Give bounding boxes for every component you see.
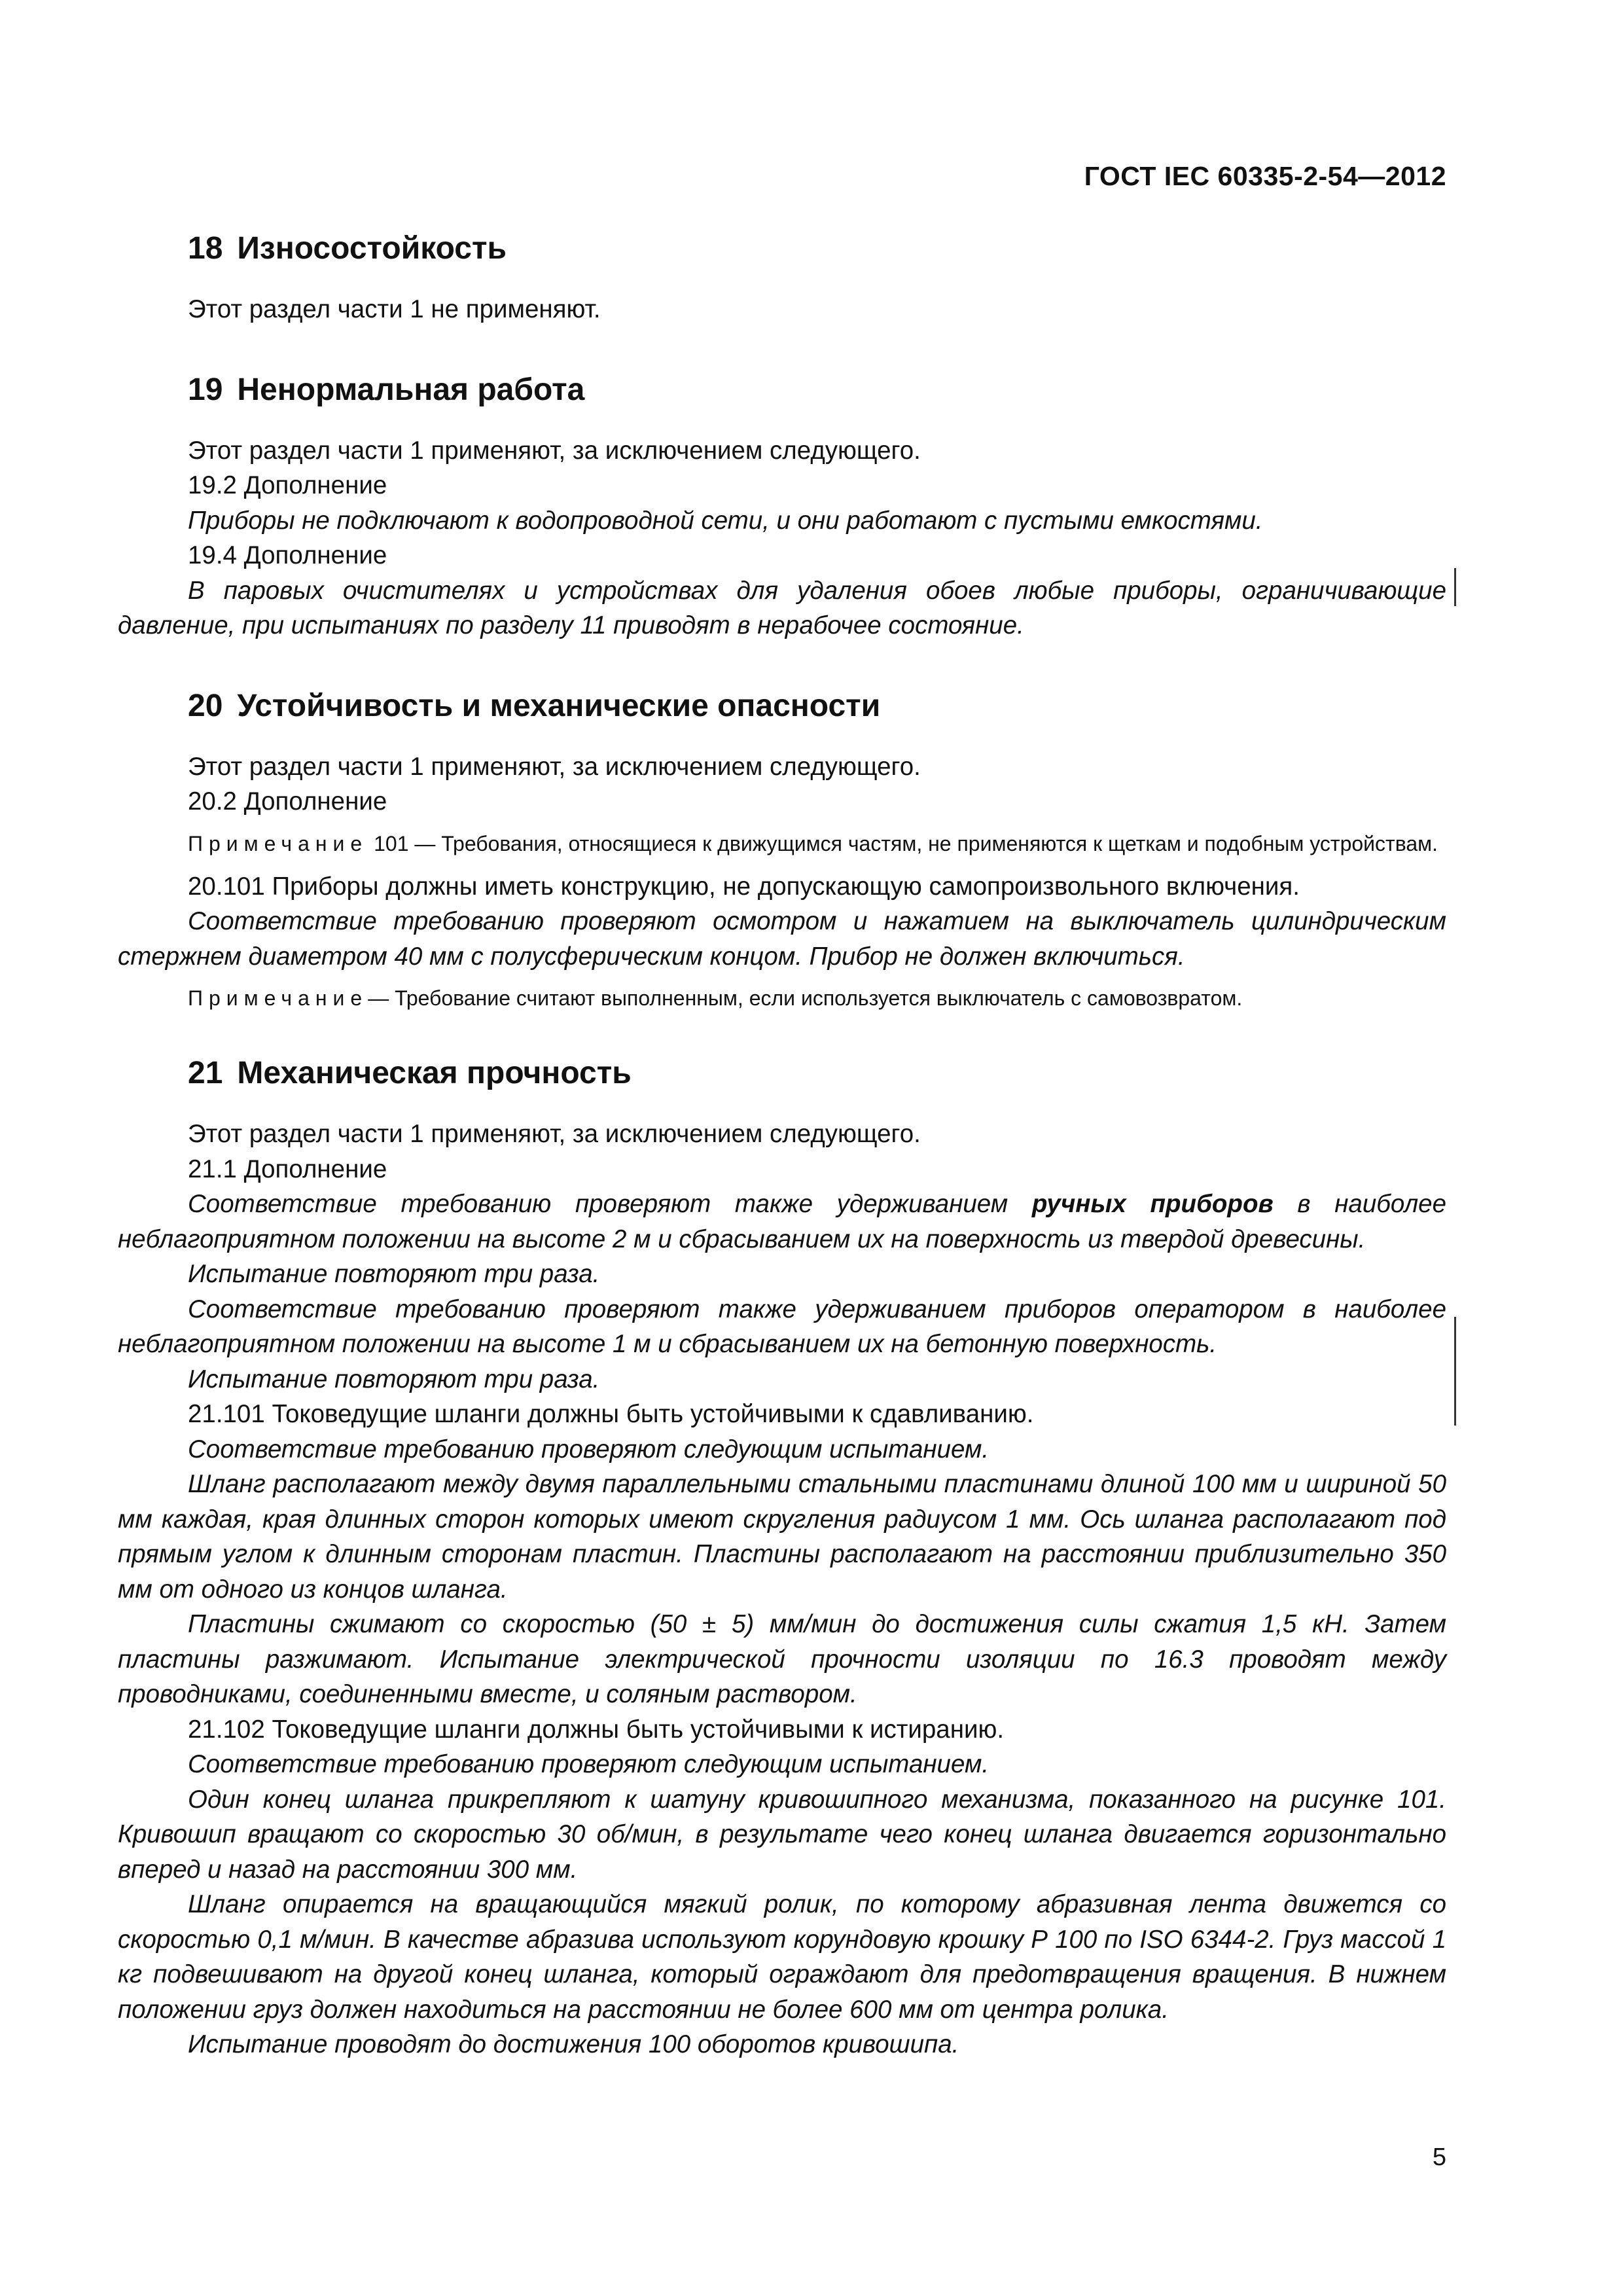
section-title: Устойчивость и механические опасности xyxy=(237,688,881,723)
paragraph: Шланг располагают между двумя параллельными стальными пластинами длиной 100 мм и шириной 50 мм каждая, края длинных сторон которых имеют скругления радиусом 1 мм. Ось шланга располагают под прямым углом к длинным сторонам пластин. Пластины располагают на расстоянии приблизительно 350 мм от одного из концов шланга. xyxy=(118,1470,1446,1604)
paragraph: Соответствие требованию проверяют также удерживанием приборов оператором в наиболее неблагоприятном положении на высоте 1 м и сбрасыванием их на бетонную поверхность. xyxy=(118,1295,1446,1358)
note xyxy=(118,829,1446,859)
paragraph: Испытание повторяют три раза. xyxy=(188,1260,600,1288)
paragraph: Испытание повторяют три раза. xyxy=(188,1365,600,1393)
paragraph: Этот раздел части 1 не применяют. xyxy=(188,295,601,323)
document-body xyxy=(118,229,1446,2062)
paragraph: Соответствие требованию проверяют следующим испытанием. xyxy=(188,1750,990,1778)
section-21-heading xyxy=(188,1054,1446,1093)
change-bar xyxy=(1454,1317,1456,1426)
section-number: 18 xyxy=(188,231,223,266)
paragraph: Соответствие требованию проверяют следующим испытанием. xyxy=(188,1435,990,1463)
section-number: 21 xyxy=(188,1056,223,1090)
paragraph: 20.101 Приборы должны иметь конструкцию, не допускающую самопроизвольного включения. xyxy=(188,872,1300,901)
paragraph: 21.101 Токоведущие шланги должны быть устойчивыми к сдавливанию. xyxy=(188,1400,1034,1428)
subclause-heading: 19.4 Дополнение xyxy=(188,541,387,569)
section-title: Износостойкость xyxy=(237,231,507,266)
section-18-heading xyxy=(188,229,1446,268)
paragraph: Этот раздел части 1 применяют, за исключением следующего. xyxy=(188,752,921,781)
paragraph: Один конец шланга прикрепляют к шатуну кривошипного механизма, показанного на рисунке 101. Кривошип вращают со скоростью 30 об/мин, в результате чего конец шланга двигается горизонтально вперед и назад на расстоянии 300 мм. xyxy=(118,1785,1446,1884)
document-id: ГОСТ IEC 60335-2-54—2012 xyxy=(1084,161,1446,191)
note-label: Примечание xyxy=(188,986,368,1010)
paragraph: 21.102 Токоведущие шланги должны быть устойчивыми к истиранию. xyxy=(188,1715,1005,1744)
subclause-heading: 20.2 Дополнение xyxy=(188,787,387,816)
paragraph: Пластины сжимают со скоростью (50 ± 5) мм/мин до достижения силы сжатия 1,5 кН. Затем пластины разжимают. Испытание электрической прочности изоляции по 16.3 проводят между проводниками, соединенными вместе, и соляным раствором. xyxy=(118,1610,1446,1708)
note xyxy=(118,983,1446,1013)
page-number: 5 xyxy=(1432,2144,1446,2171)
paragraph: Соответствие требованию проверяют также удерживанием ручных приборов в наиболее неблагоприятном положении на высоте 2 м и сбрасыванием их на поверхность из твердой древесины. xyxy=(118,1190,1446,1253)
subclause-heading: 21.1 Дополнение xyxy=(188,1155,387,1183)
section-title: Ненормальная работа xyxy=(237,372,585,407)
note-text: — Требование считают выполненным, если используется выключатель с самовозвратом. xyxy=(368,986,1243,1010)
section-number: 19 xyxy=(188,372,223,407)
section-19-heading xyxy=(188,370,1446,410)
section-number: 20 xyxy=(188,688,223,723)
subclause-heading: 19.2 Дополнение xyxy=(188,471,387,499)
note-label: Примечание xyxy=(188,831,368,855)
note-text: 101 — Требования, относящиеся к движущимся частям, не применяются к щеткам и подобным устройствам. xyxy=(374,831,1438,855)
section-20-heading xyxy=(188,687,1446,726)
paragraph: В паровых очистителях и устройствах для удаления обоев любые приборы, ограничивающие давление, при испытаниях по разделу 11 приводят в нерабочее состояние. xyxy=(118,576,1446,639)
defined-term: ручных приборов xyxy=(1031,1190,1274,1218)
paragraph: Этот раздел части 1 применяют, за исключением следующего. xyxy=(188,1120,921,1148)
paragraph: Этот раздел части 1 применяют, за исключением следующего. xyxy=(188,436,921,465)
paragraph: Соответствие требованию проверяют осмотром и нажатием на выключатель цилиндрическим стержнем диаметром 40 мм с полусферическим концом. Прибор не должен включиться. xyxy=(118,907,1446,971)
paragraph: Приборы не подключают к водопроводной сети, и они работают с пустыми емкостями. xyxy=(188,506,1263,535)
change-bar xyxy=(1454,568,1456,606)
paragraph: Шланг опирается на вращающийся мягкий ролик, по которому абразивная лента движется со скоростью 0,1 м/мин. В качестве абразива используют корундовую крошку Р 100 по ISO 6344-2. Груз массой 1 кг подвешивают на другой конец шланга, который ограждают для предотвращения вращения. В нижнем положении груз должен находиться на расстоянии не более 600 мм от центра ролика. xyxy=(118,1890,1446,2024)
paragraph: Испытание проводят до достижения 100 оборотов кривошипа. xyxy=(188,2030,959,2058)
section-title: Механическая прочность xyxy=(237,1056,632,1090)
